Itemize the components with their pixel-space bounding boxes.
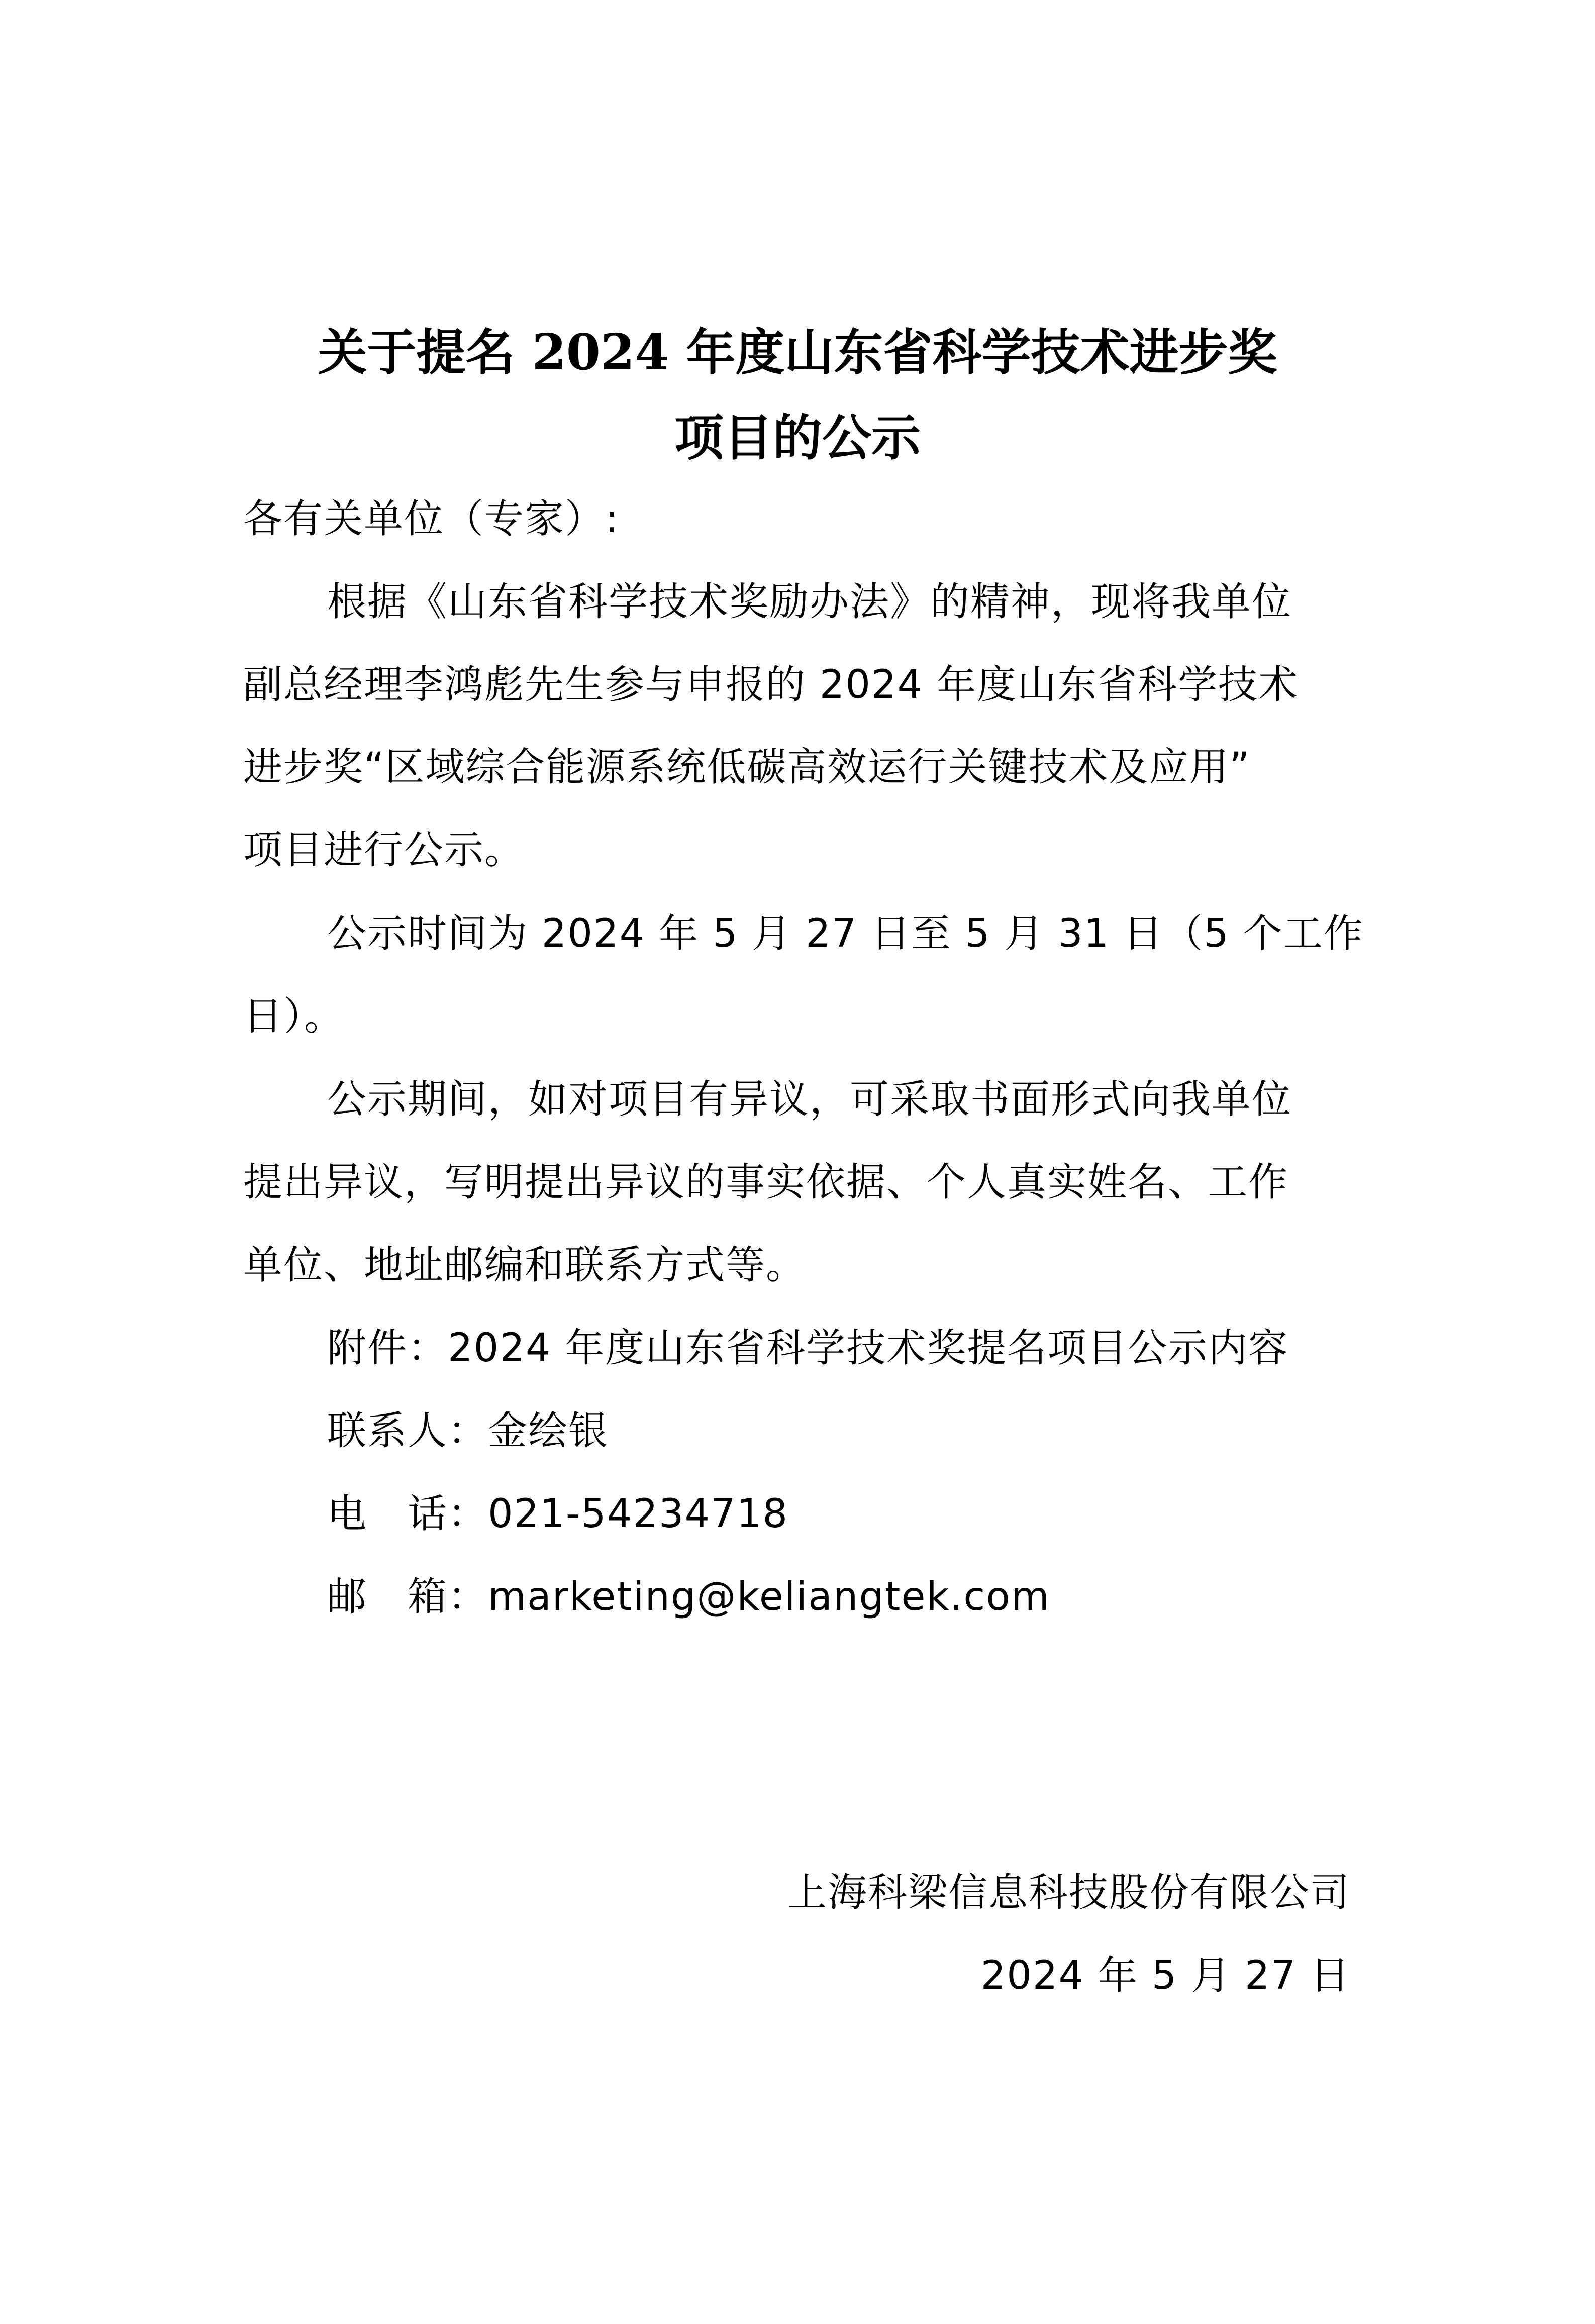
body-paragraph-1-line-4: 项目进行公示。 [243,828,525,873]
salutation: 各有关单位（专家）: [243,496,620,542]
document-title-line-2: 项目的公示 [674,409,921,467]
body-paragraph-1-line-2: 副总经理李鸿彪先生参与申报的 2024 年度山东省科学技术 [243,662,1299,708]
body-paragraph-1-line-1: 根据《山东省科学技术奖励办法》的精神，现将我单位 [327,579,1292,625]
contact-email: 邮 箱：marketing@keliangtek.com [327,1574,1051,1620]
body-paragraph-1-line-3: 进步奖“区域综合能源系统低碳高效运行关键技术及应用” [243,745,1251,790]
body-paragraph-3-line-2: 提出异议，写明提出异议的事实依据、个人真实姓名、工作 [243,1160,1289,1205]
body-paragraph-3-line-3: 单位、地址邮编和联系方式等。 [243,1243,807,1288]
contact-person: 联系人：金绘银 [327,1408,609,1454]
signature-organization: 上海科梁信息科技股份有限公司 [787,1870,1350,1915]
attachment-line: 附件：2024 年度山东省科学技术奖提名项目公示内容 [327,1326,1289,1371]
contact-phone: 电 话：021-54234718 [327,1491,789,1537]
document-title-line-1: 关于提名 2024 年度山东省科学技术进步奖 [318,324,1277,381]
body-paragraph-2-line-2: 日）。 [243,994,345,1039]
body-paragraph-3-line-1: 公示期间，如对项目有异议，可采取书面形式向我单位 [327,1077,1292,1122]
signature-date: 2024 年 5 月 27 日 [980,1953,1350,1998]
body-paragraph-2-line-1: 公示时间为 2024 年 5 月 27 日至 5 月 31 日（5 个工作 [327,911,1364,956]
